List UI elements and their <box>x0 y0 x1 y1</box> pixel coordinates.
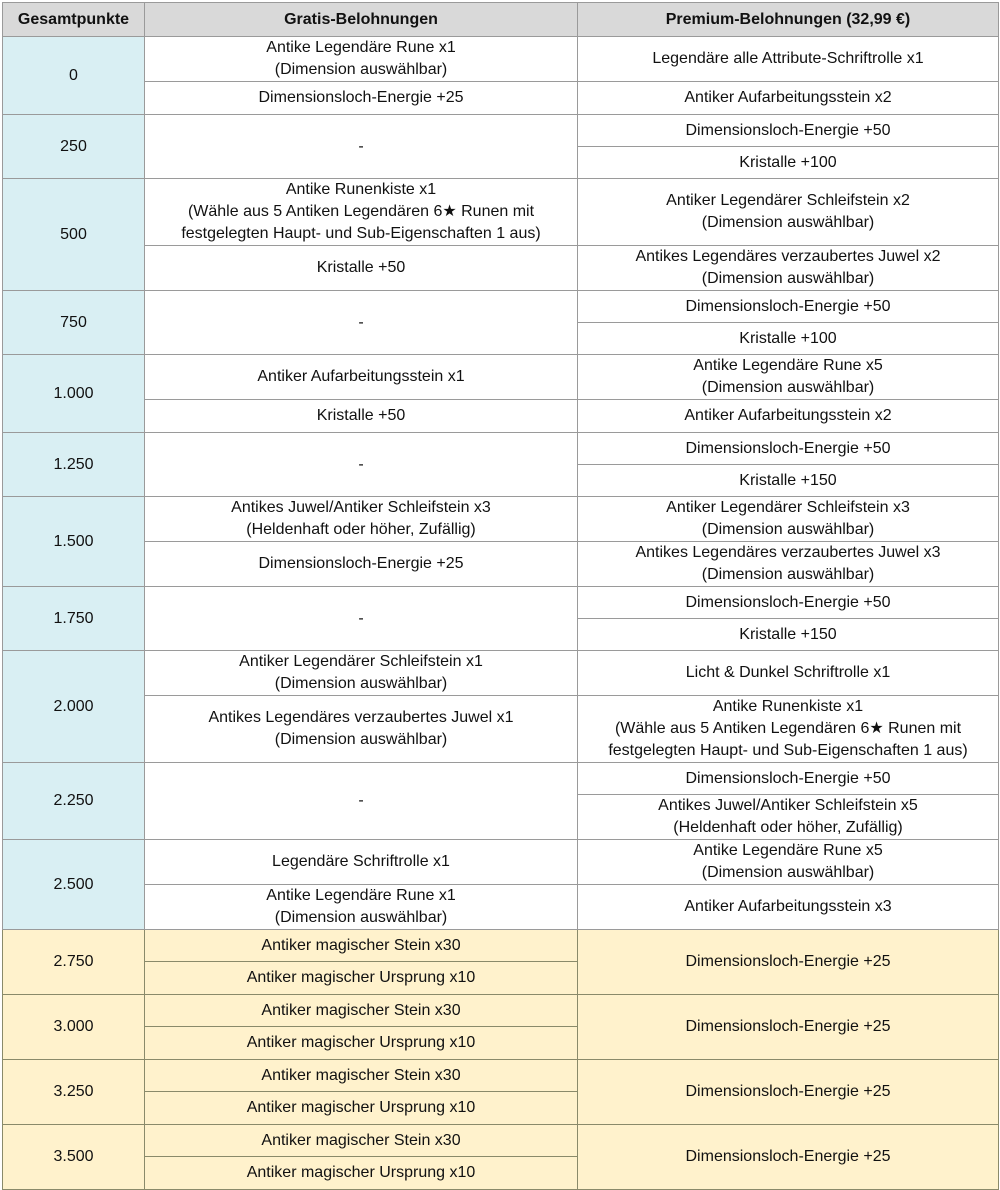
points-cell: 1.250 <box>3 433 145 497</box>
table-row <box>3 1060 999 1092</box>
table-row <box>3 246 999 291</box>
free-reward-cell: Legendäre Schriftrolle x1 <box>145 840 578 885</box>
table-row <box>3 542 999 587</box>
free-reward-cell: - <box>145 587 578 651</box>
free-reward-cell: Dimensionsloch-Energie +25 <box>145 542 578 587</box>
premium-reward-cell: Kristalle +100 <box>578 323 999 355</box>
table-row <box>3 840 999 885</box>
premium-reward-cell: Kristalle +150 <box>578 619 999 651</box>
free-reward-cell: Antiker Legendärer Schleifstein x1 (Dimension auswählbar) <box>145 651 578 696</box>
table-row <box>3 37 999 82</box>
free-reward-cell: - <box>145 763 578 840</box>
free-reward-cell: Antike Legendäre Rune x1 (Dimension auswählbar) <box>145 37 578 82</box>
table-row <box>3 930 999 962</box>
free-reward-cell: Antike Runenkiste x1 (Wähle aus 5 Antiken Legendären 6★ Runen mit festgelegten Haupt- und Sub-Eigenschaften 1 aus) <box>145 179 578 246</box>
table-row <box>3 433 999 465</box>
points-cell: 3.250 <box>3 1060 145 1125</box>
table-row <box>3 497 999 542</box>
premium-reward-cell: Antikes Legendäres verzaubertes Juwel x2 (Dimension auswählbar) <box>578 246 999 291</box>
premium-reward-cell: Dimensionsloch-Energie +25 <box>578 1125 999 1190</box>
table-row <box>3 179 999 246</box>
premium-reward-cell: Antikes Legendäres verzaubertes Juwel x3 (Dimension auswählbar) <box>578 542 999 587</box>
header-premium-rewards: Premium-Belohnungen (32,99 €) <box>578 3 999 37</box>
table-row <box>3 355 999 400</box>
points-cell: 500 <box>3 179 145 291</box>
premium-reward-cell: Antiker Aufarbeitungsstein x2 <box>578 82 999 115</box>
premium-reward-cell: Antiker Legendärer Schleifstein x2 (Dimension auswählbar) <box>578 179 999 246</box>
free-reward-cell: Dimensionsloch-Energie +25 <box>145 82 578 115</box>
points-cell: 0 <box>3 37 145 115</box>
table-row <box>3 651 999 696</box>
premium-reward-cell: Antiker Aufarbeitungsstein x3 <box>578 885 999 930</box>
free-reward-cell: Antiker magischer Ursprung x10 <box>145 962 578 995</box>
free-reward-cell: Kristalle +50 <box>145 246 578 291</box>
free-reward-cell: Antikes Juwel/Antiker Schleifstein x3 (Heldenhaft oder höher, Zufällig) <box>145 497 578 542</box>
free-reward-cell: Antiker magischer Ursprung x10 <box>145 1092 578 1125</box>
table-row <box>3 400 999 433</box>
free-reward-cell: Antiker magischer Ursprung x10 <box>145 1027 578 1060</box>
premium-reward-cell: Dimensionsloch-Energie +50 <box>578 433 999 465</box>
premium-reward-cell: Licht & Dunkel Schriftrolle x1 <box>578 651 999 696</box>
free-reward-cell: Kristalle +50 <box>145 400 578 433</box>
free-reward-cell: Antiker magischer Stein x30 <box>145 1060 578 1092</box>
table-row <box>3 587 999 619</box>
table-row <box>3 885 999 930</box>
premium-reward-cell: Kristalle +150 <box>578 465 999 497</box>
points-cell: 2.250 <box>3 763 145 840</box>
points-cell: 1.750 <box>3 587 145 651</box>
premium-reward-cell: Dimensionsloch-Energie +50 <box>578 763 999 795</box>
premium-reward-cell: Dimensionsloch-Energie +50 <box>578 291 999 323</box>
premium-reward-cell: Legendäre alle Attribute-Schriftrolle x1 <box>578 37 999 82</box>
free-reward-cell: Antikes Legendäres verzaubertes Juwel x1 (Dimension auswählbar) <box>145 696 578 763</box>
free-reward-cell: Antike Legendäre Rune x1 (Dimension auswählbar) <box>145 885 578 930</box>
table-row <box>3 82 999 115</box>
free-reward-cell: Antiker magischer Stein x30 <box>145 1125 578 1157</box>
table-row <box>3 291 999 323</box>
premium-reward-cell: Dimensionsloch-Energie +50 <box>578 587 999 619</box>
rewards-body <box>3 37 999 1190</box>
premium-reward-cell: Antikes Juwel/Antiker Schleifstein x5 (Heldenhaft oder höher, Zufällig) <box>578 795 999 840</box>
points-cell: 750 <box>3 291 145 355</box>
points-cell: 3.500 <box>3 1125 145 1190</box>
header-free-rewards: Gratis-Belohnungen <box>145 3 578 37</box>
points-cell: 2.500 <box>3 840 145 930</box>
premium-reward-cell: Antike Runenkiste x1 (Wähle aus 5 Antiken Legendären 6★ Runen mit festgelegten Haupt- und Sub-Eigenschaften 1 aus) <box>578 696 999 763</box>
premium-reward-cell: Dimensionsloch-Energie +50 <box>578 115 999 147</box>
premium-reward-cell: Antike Legendäre Rune x5 (Dimension auswählbar) <box>578 355 999 400</box>
points-cell: 2.750 <box>3 930 145 995</box>
table-row <box>3 115 999 147</box>
premium-reward-cell: Antiker Aufarbeitungsstein x2 <box>578 400 999 433</box>
points-cell: 2.000 <box>3 651 145 763</box>
free-reward-cell: - <box>145 433 578 497</box>
points-cell: 1.500 <box>3 497 145 587</box>
premium-reward-cell: Antiker Legendärer Schleifstein x3 (Dimension auswählbar) <box>578 497 999 542</box>
free-reward-cell: - <box>145 291 578 355</box>
table-row <box>3 1125 999 1157</box>
points-cell: 250 <box>3 115 145 179</box>
header-row <box>3 3 999 37</box>
premium-reward-cell: Antike Legendäre Rune x5 (Dimension auswählbar) <box>578 840 999 885</box>
points-cell: 3.000 <box>3 995 145 1060</box>
free-reward-cell: Antiker magischer Stein x30 <box>145 995 578 1027</box>
premium-reward-cell: Dimensionsloch-Energie +25 <box>578 995 999 1060</box>
premium-reward-cell: Dimensionsloch-Energie +25 <box>578 930 999 995</box>
table-row <box>3 696 999 763</box>
free-reward-cell: Antiker magischer Stein x30 <box>145 930 578 962</box>
points-cell: 1.000 <box>3 355 145 433</box>
free-reward-cell: Antiker Aufarbeitungsstein x1 <box>145 355 578 400</box>
premium-reward-cell: Dimensionsloch-Energie +25 <box>578 1060 999 1125</box>
table-row <box>3 763 999 795</box>
table-row <box>3 995 999 1027</box>
rewards-table <box>2 2 999 1190</box>
free-reward-cell: Antiker magischer Ursprung x10 <box>145 1157 578 1190</box>
free-reward-cell: - <box>145 115 578 179</box>
premium-reward-cell: Kristalle +100 <box>578 147 999 179</box>
header-points: Gesamtpunkte <box>3 3 145 37</box>
